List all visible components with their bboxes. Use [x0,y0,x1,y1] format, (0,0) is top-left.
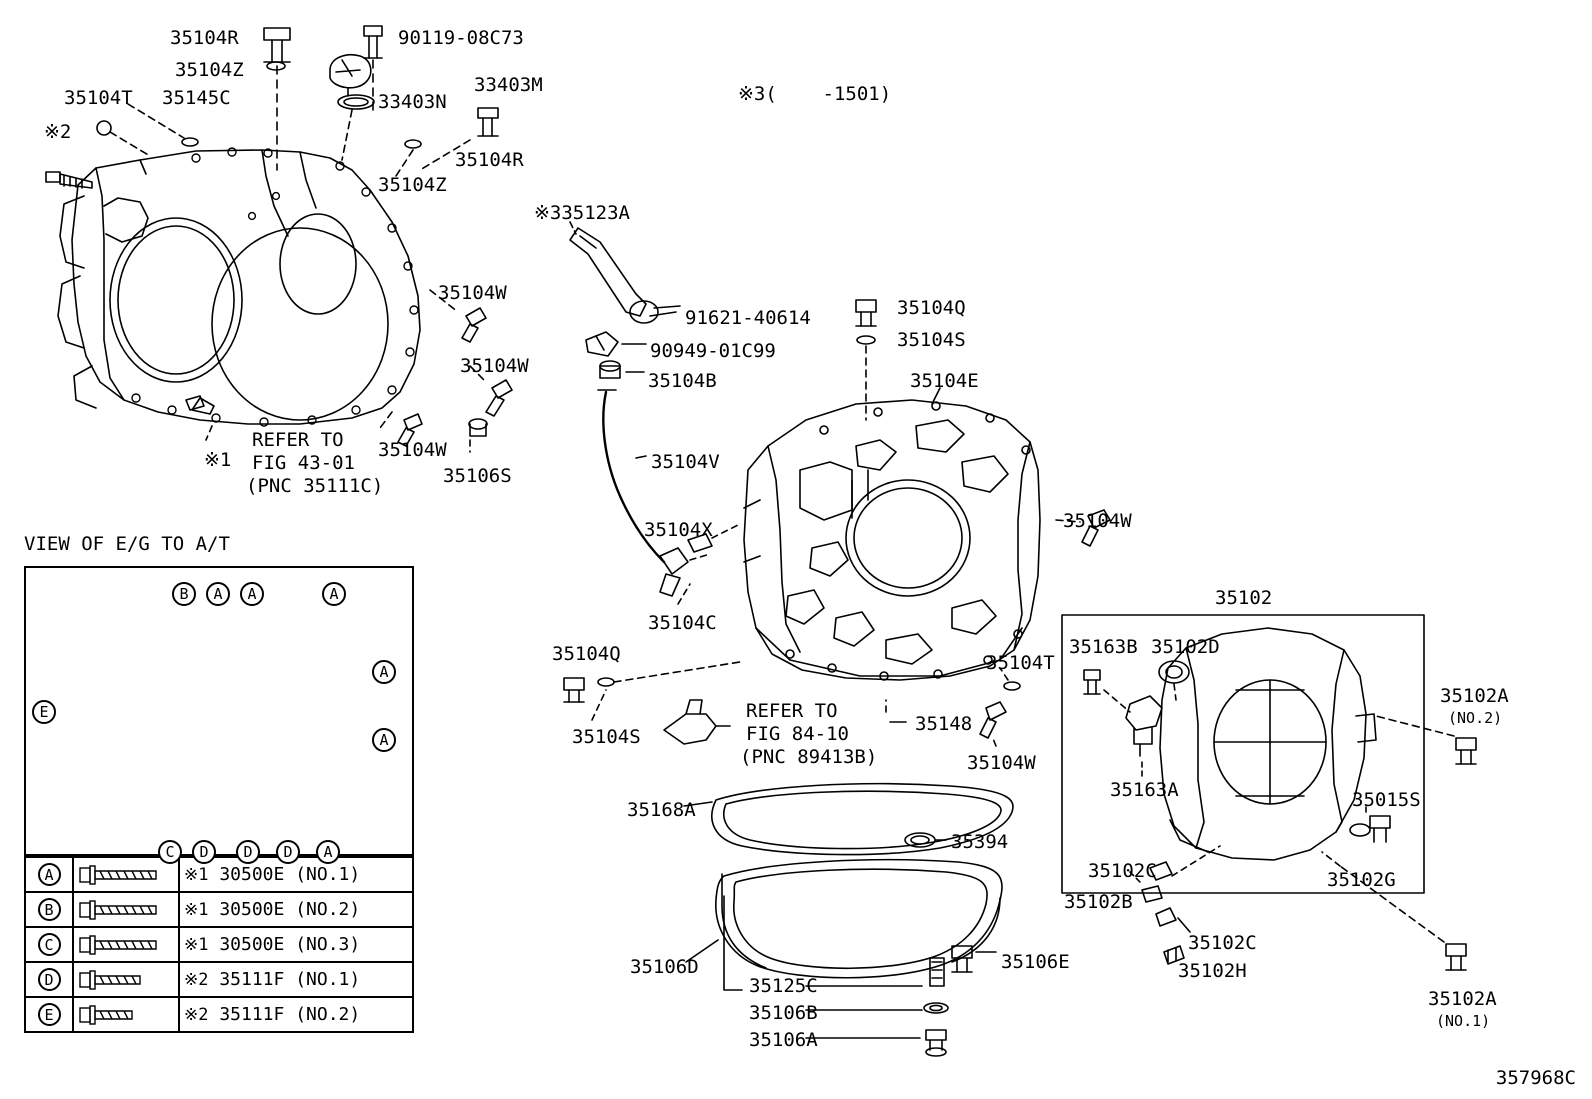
legend-text-d [179,962,413,997]
legend-qual: (NO.2) [295,899,361,920]
note-1-mark: ※1 [204,449,232,471]
ref-fig-84-line2: FIG 84-10 [746,723,849,745]
part-label-35102b: 35102B [1064,891,1133,913]
case-center-outline [744,400,1040,680]
view-panel-title: VIEW OF E/G TO A/T [24,533,230,555]
legend-mark: ※2 [184,970,209,990]
part-label-35145c: 35145C [162,87,231,109]
housing-left-outline [58,150,420,424]
part-label-35102d: 35102D [1151,636,1220,658]
legend-part: 35111F [219,1004,285,1025]
part-label-90119-08c73: 90119-08C73 [398,27,524,49]
legend-row-b [25,892,413,927]
part-label-35102a-no2: 35102A [1440,685,1509,707]
legend-key-d [25,962,73,997]
hex-flange-bolt-icon [78,1005,166,1025]
view-mark-a-4: A [372,660,396,684]
legend-mark: ※1 [184,935,209,955]
legend-key-circle: E [38,1003,61,1026]
ref-fig-43-line3: (PNC 35111C) [246,475,384,497]
part-label-35106a: 35106A [749,1029,818,1051]
hex-flange-bolt-icon [78,865,166,885]
sensor-and-tube-assembly [570,222,740,604]
legend-key-circle: A [38,863,61,886]
view-mark-e-1: E [32,700,56,724]
part-label-35123a: ※335123A [534,202,630,224]
part-label-35104w-1: 35104W [438,282,507,304]
bolt-legend-table [24,856,414,1033]
housing-left-flange-holes [132,148,418,426]
legend-part: 30500E [219,934,285,955]
part-label-33403n: 33403N [378,91,447,113]
part-label-35104e: 35104E [910,370,979,392]
legend-key-a [25,857,73,892]
legend-key-circle: C [38,933,61,956]
view-mark-d-2: D [236,840,260,864]
part-label-35104b: 35104B [648,370,717,392]
legend-row-e [25,997,413,1032]
legend-part: 30500E [219,899,285,920]
legend-key-circle: D [38,968,61,991]
legend-body [25,857,413,1032]
part-label-35104t-2: 35104T [986,652,1055,674]
view-mark-a-2: A [240,582,264,606]
view-mark-b-1: B [172,582,196,606]
view-of-eg-to-at-panel [24,566,414,856]
part-label-35102c-1: 35102C [1088,860,1157,882]
part-label-35106b: 35106B [749,1002,818,1024]
legend-key-e [25,997,73,1032]
view-mark-a-6: A [316,840,340,864]
legend-qual: (NO.3) [295,934,361,955]
legend-text-b [179,892,413,927]
part-label-35104t: 35104T [64,87,133,109]
part-label-35104w-5: 35104W [967,752,1036,774]
part-label-35104w-3: 35104W [378,439,447,461]
part-label-35104r-right: 35104R [455,149,524,171]
oil-pan-group [684,784,1013,1056]
part-label-35163b: 35163B [1069,636,1138,658]
note-3: ※3( -1501) [738,83,892,105]
legend-mark: ※1 [184,900,209,920]
legend-key-circle: B [38,898,61,921]
part-label-90949-01c99: 90949-01C99 [650,340,776,362]
part-label-35104q-2: 35104Q [552,643,621,665]
part-label-91621-40614: 91621-40614 [685,307,811,329]
part-label-35104s-2: 35104S [572,726,641,748]
part-label-35102c-2: 35102C [1188,932,1257,954]
part-label-33403m: 33403M [474,74,543,96]
view-mark-a-3: A [322,582,346,606]
part-label-35104w-2: 35104W [460,355,529,377]
part-label-35102a-no1-qual: (NO.1) [1436,1012,1491,1030]
part-label-35104s-1: 35104S [897,329,966,351]
legend-qual: (NO.2) [295,1004,361,1025]
note-2-mark: ※2 [44,121,72,143]
legend-key-c [25,927,73,962]
part-label-35394: 35394 [951,831,1009,853]
view-mark-a-5: A [372,728,396,752]
legend-row-c [25,927,413,962]
part-label-35106s: 35106S [443,465,512,487]
part-label-35015s: 35015S [1352,789,1421,811]
legend-icon-b [73,892,179,927]
legend-key-b [25,892,73,927]
ref-fig-84-line3: (PNC 89413B) [740,746,878,768]
legend-part: 35111F [219,969,285,990]
page-code: 357968C [1495,1067,1576,1089]
part-label-35102h: 35102H [1178,960,1247,982]
ref-fig-84-line1: REFER TO [746,700,838,722]
view-mark-d-3: D [276,840,300,864]
legend-row-a [25,857,413,892]
hex-flange-bolt-icon [78,970,166,990]
legend-text-e [179,997,413,1032]
part-label-35106d: 35106D [630,956,699,978]
part-label-35104w-4: 35104W [1063,510,1132,532]
part-label-35104x: 35104X [644,519,713,541]
legend-qual: (NO.1) [295,969,361,990]
part-label-35104c: 35104C [648,612,717,634]
part-label-35104z-upper: 35104Z [175,59,244,81]
legend-icon-e [73,997,179,1032]
ref-fig-43-line2: FIG 43-01 [252,452,355,474]
legend-row-d [25,962,413,997]
part-label-35148: 35148 [915,713,973,735]
legend-part: 30500E [219,864,285,885]
view-mark-d-1: D [192,840,216,864]
part-label-35102g: 35102G [1327,869,1396,891]
legend-text-a [179,857,413,892]
part-label-35168a: 35168A [627,799,696,821]
hex-flange-bolt-icon [78,935,166,955]
ref-fig-43-line1: REFER TO [252,429,344,451]
view-mark-a-1: A [206,582,230,606]
part-label-35106e: 35106E [1001,951,1070,973]
part-label-35104r-upper: 35104R [170,27,239,49]
legend-text-c [179,927,413,962]
part-label-35104v: 35104V [651,451,720,473]
part-label-35102a-no2-qual: (NO.2) [1448,709,1503,727]
legend-icon-d [73,962,179,997]
legend-icon-c [73,927,179,962]
hex-flange-bolt-icon [78,900,166,920]
part-label-35104z-right: 35104Z [378,174,447,196]
legend-mark: ※2 [184,1005,209,1025]
part-label-35102: 35102 [1215,587,1273,609]
part-label-35104q-1: 35104Q [897,297,966,319]
legend-qual: (NO.1) [295,864,361,885]
part-label-35125c: 35125C [749,975,818,997]
part-label-35163a: 35163A [1110,779,1179,801]
legend-mark: ※1 [184,865,209,885]
part-label-35102a-no1: 35102A [1428,988,1497,1010]
view-mark-c-1: C [158,840,182,864]
